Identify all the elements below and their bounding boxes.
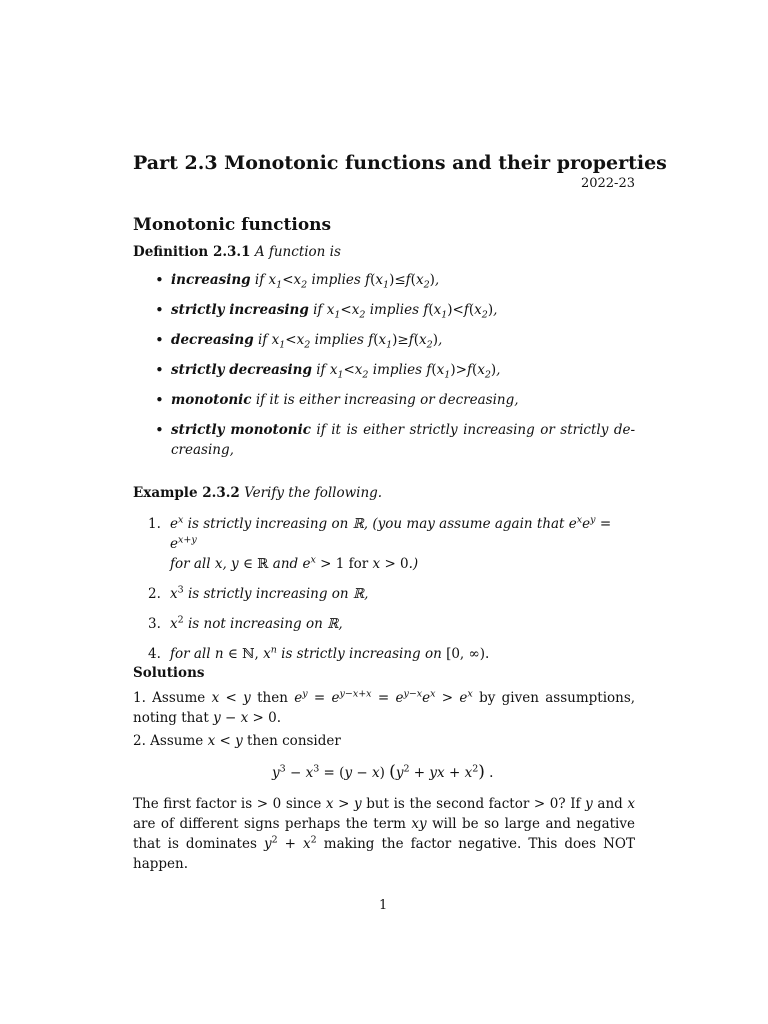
example-label: Example 2.3.2 — [133, 485, 240, 501]
academic-year: 2022-23 — [580, 176, 635, 191]
list-item: • strictly monotonic if it is either strictly increasing or strictly de-creasing, — [155, 420, 635, 460]
section-heading: Monotonic functions — [133, 215, 332, 235]
list-item: • strictly increasing if $x_1<x_2$ implies $f(x_1)<f(x_2)$, — [155, 300, 635, 320]
list-item: 1. $e^x$ is strictly increasing on ℝ, (you may assume again that $e^xe^y = e^{x+y}$ for all x, y ∈ ℝ and $e^x > 1$ for x > 0.) — [148, 514, 612, 572]
page-number: 1 — [379, 898, 388, 913]
list-item: 4. for all n ∈ ℕ, $x^n$ is strictly increasing on [0, ∞). — [148, 644, 490, 662]
definition-list — [155, 270, 635, 470]
list-item: • strictly decreasing if $x_1<x_2$ implies $f(x_1)>f(x_2)$, — [155, 360, 635, 380]
example-list — [148, 514, 635, 674]
example-intro: Verify the following. — [244, 485, 383, 501]
solution-2: 2. Assume x < y then consider — [133, 733, 341, 749]
display-equation: $y^3 - x^3 = (y - x) (y^2$ + yx + $x^2$) . — [272, 762, 494, 782]
solution-1: 1. Assume x < y then $e^y = e^{y-x+x} = e^{y-x}e^x > e^x$ by given assumptions, noting that y − x > 0. — [133, 688, 636, 726]
definition-label: Definition 2.3.1 — [133, 244, 251, 260]
list-item: • increasing if $x_1<x_2$ implies $f(x_1)\le f(x_2)$, — [155, 270, 635, 290]
definition-intro: A function is — [254, 244, 341, 260]
definition-heading — [133, 242, 341, 262]
list-item: 3. $x^2$ is not increasing on ℝ, — [148, 614, 343, 632]
list-item: 2. $x^3$ is strictly increasing on ℝ, — [148, 584, 369, 602]
solutions-heading: Solutions — [133, 665, 205, 681]
example-heading — [133, 483, 382, 503]
list-item: • monotonic if it is either increasing or decreasing, — [155, 390, 635, 410]
solution-2-paragraph: The first factor is > 0 since x > y but is the second factor > 0? If y and x are of different signs perhaps the term xy will be so large and negative that is dominates $y^2 + x^2$ making the factor negative. This does NOT happen. — [133, 796, 635, 872]
page-title: Part 2.3 Monotonic functions and their properties — [133, 152, 667, 174]
list-item: • decreasing if $x_1<x_2$ implies $f(x_1)\ge f(x_2)$, — [155, 330, 635, 350]
